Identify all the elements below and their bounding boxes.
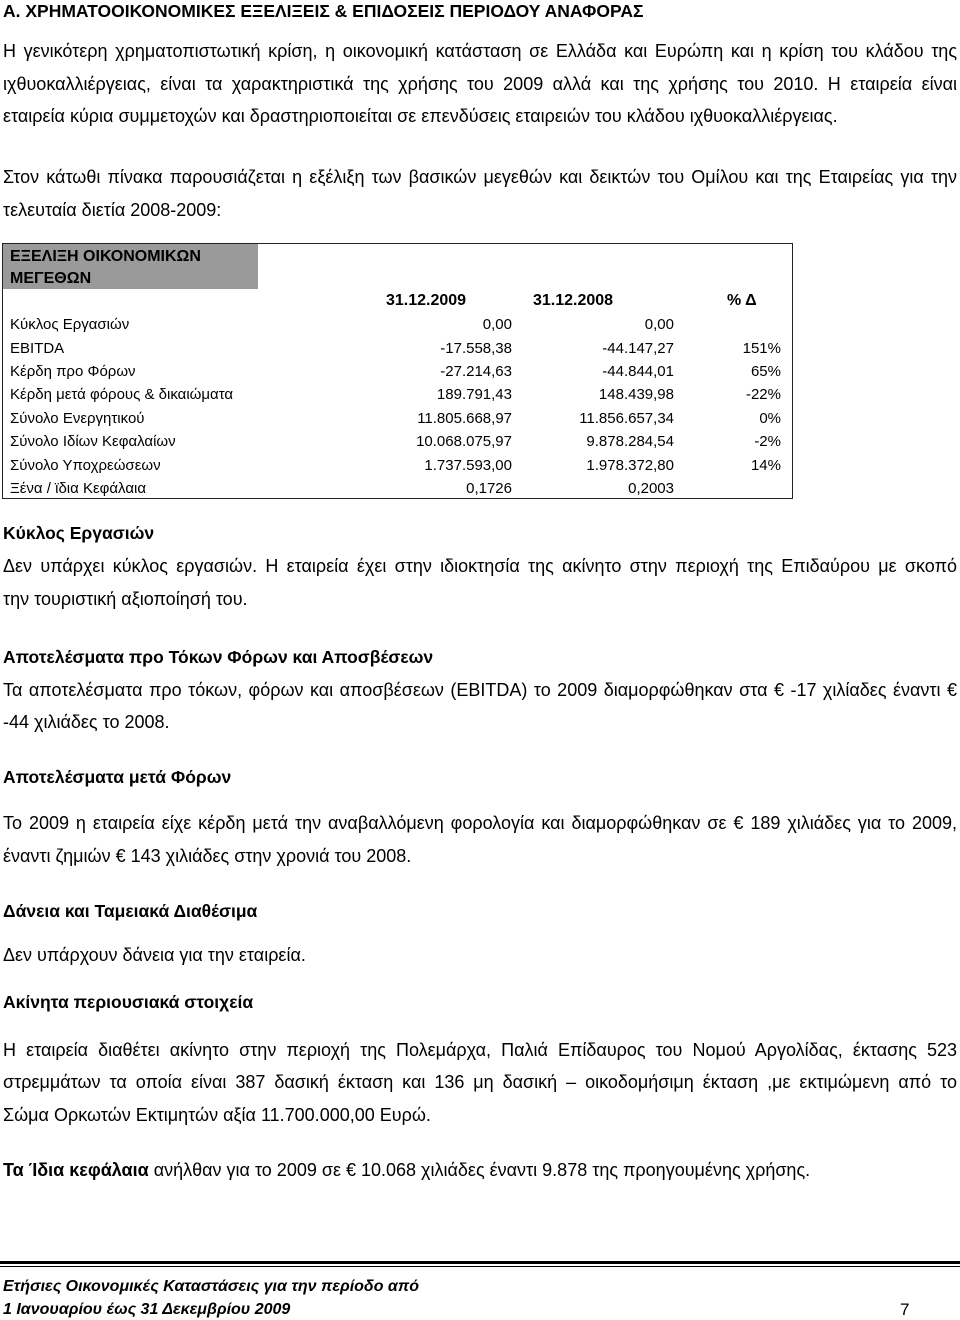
turnover-line: την τουριστική αξιοποίησή του. [3, 589, 248, 609]
ebitda-line: -44 χιλιάδες το 2008. [3, 712, 170, 732]
loans-heading: Δάνεια και Ταμειακά Διαθέσιμα [3, 901, 258, 921]
cell-2008: 11.856.657,34 [579, 410, 674, 427]
cell-2009: -27.214,63 [440, 363, 512, 380]
column-header-change: % Δ [727, 292, 757, 309]
ebitda-heading: Αποτελέσματα προ Τόκων Φόρων και Αποσβέσεων [3, 647, 434, 667]
intro-line: εταιρεία κύρια συμμετοχών και δραστηριοποιείται σε επενδύσεις εταιρειών του κλάδου ιχθυοκαλλιέργειας. [3, 106, 838, 126]
chapter-heading: Α. ΧΡΗΜΑΤΟΟΙΚΟΝΟΜΙΚΕΣ ΕΞΕΛΙΞΕΙΣ & ΕΠΙΔΟΣΕΙΣ ΠΕΡΙΟΔΟΥ ΑΝΑΦΟΡΑΣ [3, 1, 644, 21]
table-intro-line: Στον κάτωθι πίνακα παρουσιάζεται η εξέλιξη των βασικών μεγεθών και δεικτών του Ομίλου και της Εταιρείας για την [3, 167, 957, 187]
after-tax-line: Το 2009 η εταιρεία είχε κέρδη μετά την αναβαλλόμενη φορολογία και διαμορφώθηκαν σε € 189 χιλιάδες για το 2009, [3, 813, 957, 833]
cell-2009: 1.737.593,00 [424, 457, 512, 474]
cell-2009: -17.558,38 [440, 340, 512, 357]
intro-line: ιχθυοκαλλιέργειας, είναι τα χαρακτηριστικά της χρήσης του 2009 αλλά και της χρήσης του 2010. Η εταιρεία είναι [3, 74, 957, 94]
table-row [3, 316, 792, 334]
cell-2008: 1.978.372,80 [586, 457, 674, 474]
cell-2009: 189.791,43 [436, 386, 512, 403]
cell-2009: 0,00 [482, 316, 512, 333]
cell-2008: 9.878.284,54 [586, 433, 674, 450]
row-label: Σύνολο Υποχρεώσεων [10, 457, 161, 474]
table-row [3, 363, 792, 381]
property-line: στρεμμάτων τα οποία είναι 387 δασική έκταση και 136 μη δασική – οικοδομήσιμη έκταση ,με εκτιμώμενη από το [3, 1072, 957, 1092]
cell-2008: -44.844,01 [602, 363, 674, 380]
footer-period: 1 Ιανουαρίου έως 31 Δεκεμβρίου 2009 [3, 1301, 291, 1318]
ebitda-line: Τα αποτελέσματα προ τόκων, φόρων και αποσβέσεων (EBITDA) το 2009 διαμορφώθηκαν στα € -17 χιλίαδες έναντι € [3, 680, 957, 700]
equity-label: Τα Ίδια κεφάλαια [3, 1160, 149, 1180]
table-row [3, 433, 792, 451]
row-label: Σύνολο Ενεργητικού [10, 410, 145, 427]
turnover-heading: Κύκλος Εργασιών [3, 523, 155, 543]
cell-2008: 0,00 [644, 316, 674, 333]
property-line: Η εταιρεία διαθέτει ακίνητο στην περιοχή της Πολεμάρχα, Παλιά Επίδαυρος του Νομού Αργολίδας, έκτασης 523 [3, 1040, 957, 1060]
cell-2008: 0,2003 [628, 480, 674, 497]
property-heading: Ακίνητα περιουσιακά στοιχεία [3, 992, 254, 1012]
column-header-2008: 31.12.2008 [533, 292, 614, 309]
equity-text: ανήλθαν για το 2009 σε € 10.068 χιλιάδες έναντι 9.878 της προηγουμένης χρήσης. [153, 1160, 811, 1180]
table-row [3, 480, 792, 498]
page-number: 7 [900, 1300, 910, 1319]
loans-line: Δεν υπάρχουν δάνεια για την εταιρεία. [3, 945, 306, 965]
table-intro-line: τελευταία διετία 2008-2009: [3, 200, 222, 220]
row-label: Κύκλος Εργασιών [10, 316, 130, 333]
cell-change: 0% [759, 410, 781, 427]
cell-2009: 0,1726 [466, 480, 512, 497]
table-title: ΕΞΕΛΙΞΗ ΟΙΚΟΝΟΜΙΚΩΝ [10, 248, 201, 265]
financial-table [2, 243, 793, 499]
cell-change: 151% [742, 340, 781, 357]
row-label: Σύνολο Ιδίων Κεφαλαίων [10, 433, 176, 450]
cell-2009: 10.068.075,97 [416, 433, 512, 450]
footer-rule [0, 1261, 960, 1267]
cell-2008: -44.147,27 [602, 340, 674, 357]
cell-2008: 148.439,98 [598, 386, 674, 403]
cell-change: 65% [750, 363, 781, 380]
table-title-cell [3, 244, 258, 289]
row-label: Κέρδη μετά φόρους & δικαιώματα [10, 386, 234, 403]
intro-line: Η γενικότερη χρηματοπιστωτική κρίση, η οικονομική κατάσταση σε Ελλάδα και Ευρώπη και η κρίση του κλάδου της [3, 41, 957, 61]
cell-2009: 11.805.668,97 [417, 410, 512, 427]
table-row [3, 457, 792, 475]
equity-line [3, 1159, 957, 1181]
row-label: Κέρδη προ Φόρων [10, 363, 136, 380]
row-label: Ξένα / ϊδια Κεφάλαια [10, 480, 147, 497]
row-label: EBITDA [10, 340, 65, 357]
table-row [3, 410, 792, 428]
after-tax-heading: Αποτελέσματα μετά Φόρων [3, 767, 232, 787]
property-line: Σώμα Ορκωτών Εκτιμητών αξία 11.700.000,00 Ευρώ. [3, 1105, 431, 1125]
table-row [3, 340, 792, 358]
cell-change: -2% [754, 433, 781, 450]
cell-change: -22% [745, 386, 781, 403]
table-row [3, 386, 792, 404]
cell-change: 14% [750, 457, 781, 474]
table-title: ΜΕΓΕΘΩΝ [10, 270, 92, 287]
after-tax-line: έναντι ζημιών € 143 χιλιάδες στην χρονιά του 2008. [3, 846, 412, 866]
column-header-2009: 31.12.2009 [386, 292, 467, 309]
turnover-line: Δεν υπάρχει κύκλος εργασιών. Η εταιρεία έχει στην ιδιοκτησία της ακίνητο στην περιοχή της Επιδαύρου με σκοπό [3, 556, 957, 576]
footer-title: Ετήσιες Οικονομικές Καταστάσεις για την περίοδο από [3, 1278, 419, 1295]
